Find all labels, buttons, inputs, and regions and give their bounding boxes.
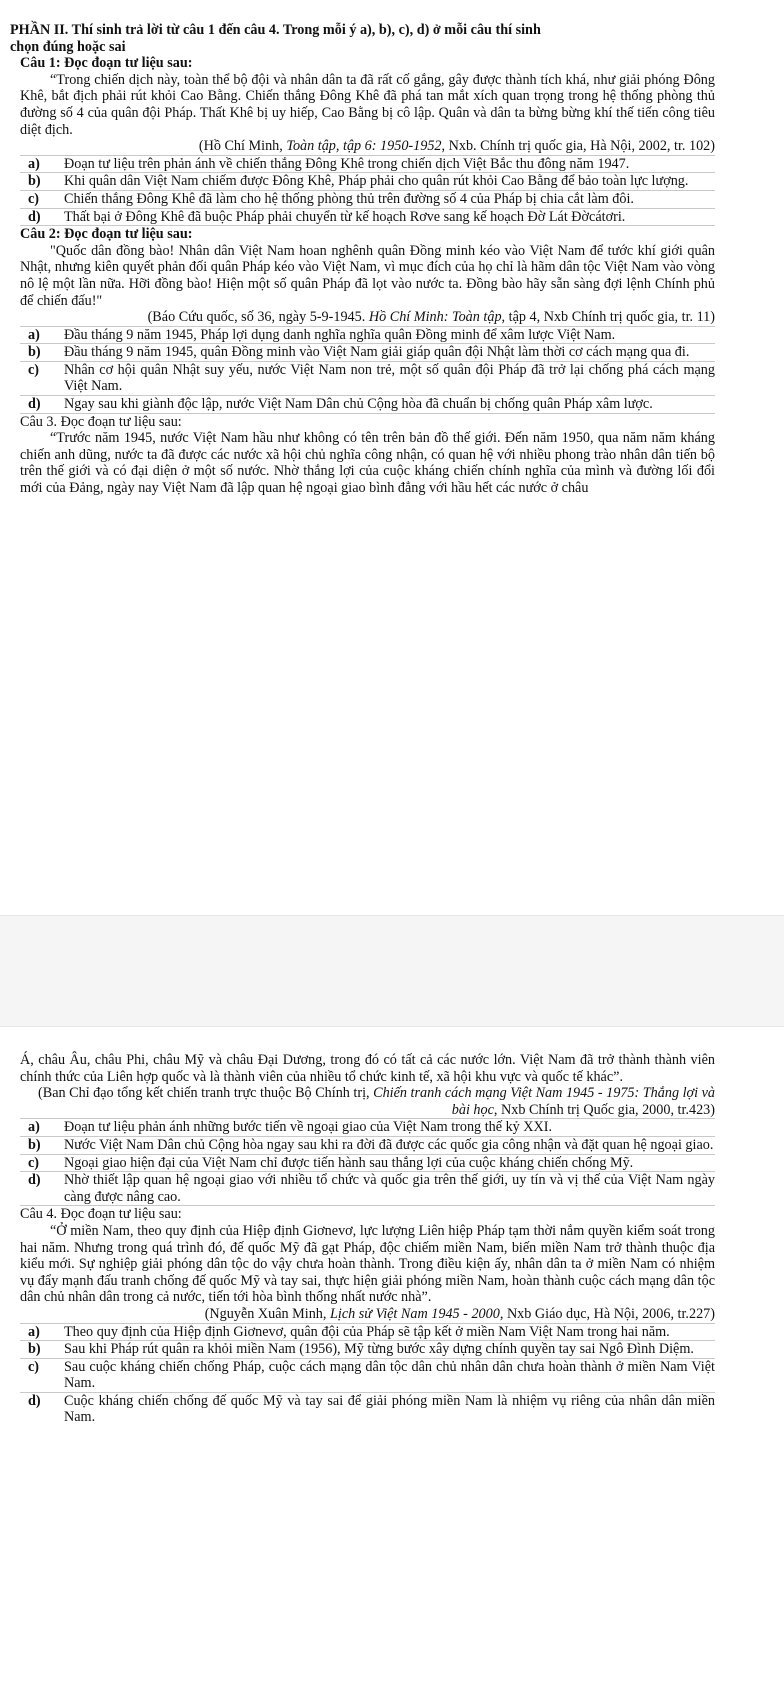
option-label: c) — [28, 190, 40, 207]
option-text: Khi quân dân Việt Nam chiếm được Đông Khê, Pháp phải cho quân rút khỏi Cao Bằng để bảo toàn lực lượng. — [64, 173, 689, 190]
option-item[interactable] — [20, 1323, 715, 1341]
question-4-options — [20, 1323, 715, 1427]
question-2-passage: "Quốc dân đồng bào! Nhân dân Việt Nam hoan nghênh quân Đồng minh kéo vào Việt Nam để tước khí giới quân Nhật, nhưng kiên quyết phản đối quân Pháp kéo vào Việt Nam, vì mục đích của họ chỉ là hãm dân tộc Việt Nam vào vòng nô lệ một lần nữa. Hỡi đồng bào! Hiện một số quân Pháp đã lọt vào nước ta. Đồng bào hãy sẵn sàng đợi lệnh Chính phủ để chiến đấu!" — [20, 242, 715, 309]
option-text: Ngay sau khi giành độc lập, nước Việt Nam Dân chủ Cộng hòa đã chuẩn bị chống quân Pháp xâm lược. — [64, 396, 653, 413]
question-1-passage: “Trong chiến dịch này, toàn thể bộ đội và nhân dân ta đã rất cố gắng, gây được thành tích khá, như giải phóng Đông Khê, bắt địch phải rút khỏi Cao Bằng. Chiến thắng Đông Khê đã phá tan mắt xích quan trọng trong hệ thống phòng thủ đường số 4 của quân đội Pháp. Thất Khê bị uy hiếp, Cao Bằng bị cô lập. Quân và dân ta bừng bừng khí thế tiến công tiêu diệt địch. — [20, 71, 715, 138]
option-text: Đoạn tư liệu phản ánh những bước tiến về ngoại giao của Việt Nam trong thế kỷ XXI. — [64, 1119, 553, 1136]
option-item[interactable] — [20, 190, 715, 208]
question-4-source: (Nguyễn Xuân Minh, Lịch sử Việt Nam 1945 - 2000, Nxb Giáo dục, Hà Nội, 2006, tr.227) — [204, 1305, 715, 1322]
option-text: Nhân cơ hội quân Nhật suy yếu, nước Việt Nam non trẻ, một số quân đội Pháp đã trở lại chống phá cách mạng Việt Nam. — [64, 361, 715, 395]
option-text: Đoạn tư liệu trên phản ánh về chiến thắng Đông Khê trong chiến dịch Việt Bắc thu đông năm 1947. — [64, 155, 630, 172]
option-text: Sau cuộc kháng chiến chống Pháp, cuộc cách mạng dân tộc dân chủ nhân dân chưa hoàn thành ở miền Nam Việt Nam. — [64, 1358, 715, 1392]
option-item[interactable] — [20, 1340, 715, 1358]
option-text: Cuộc kháng chiến chống đế quốc Mỹ và tay sai để giải phóng miền Nam là nhiệm vụ riêng của nhân dân miền Nam. — [64, 1392, 715, 1426]
question-1-source: (Hồ Chí Minh, Toàn tập, tập 6: 1950-1952, Nxb. Chính trị quốc gia, Hà Nội, 2002, tr. 102) — [198, 138, 715, 155]
option-label: d) — [28, 1172, 41, 1189]
option-label: c) — [28, 1358, 40, 1375]
part-heading-line2: chọn đúng hoặc sai — [10, 38, 126, 55]
question-3-continued — [20, 1052, 715, 1206]
question-3-source: (Ban Chỉ đạo tổng kết chiến tranh trực thuộc Bộ Chính trị, Chiến tranh cách mạng Việt Nam 1945 - 1975: Thắng lợi và bài học, Nxb Chính trị Quốc gia, 2000, tr.423) — [38, 1085, 715, 1118]
option-item[interactable] — [20, 343, 715, 361]
question-1 — [20, 55, 715, 226]
part-heading — [10, 22, 715, 55]
option-label: a) — [28, 155, 40, 172]
option-label: a) — [28, 1119, 40, 1136]
option-label: b) — [28, 1136, 41, 1153]
question-3-source-title: Chiến tranh cách mạng Việt Nam 1945 - 1975: Thắng lợi và bài học — [373, 1085, 715, 1118]
question-1-title: Câu 1: Đọc đoạn tư liệu sau: — [20, 55, 193, 72]
question-4-source-title: Lịch sử Việt Nam 1945 - 2000 — [330, 1305, 500, 1322]
option-label: c) — [28, 361, 40, 378]
question-3-passage-part2: Á, châu Âu, châu Phi, châu Mỹ và châu Đại Dương, trong đó có tất cả các nước lớn. Việt Nam đã trở thành thành viên chính thức của Liên hợp quốc và là thành viên của nhiều tổ chức kinh tế, xã hội khu vực và quốc tế khác”. — [20, 1052, 715, 1085]
option-item[interactable] — [20, 172, 715, 190]
option-item[interactable] — [20, 1392, 715, 1426]
option-text: Nước Việt Nam Dân chủ Cộng hòa ngay sau khi ra đời đã được các quốc gia công nhận và đặt quan hệ ngoại giao. — [64, 1136, 714, 1153]
question-2-source-title: Hồ Chí Minh: Toàn tập — [368, 309, 502, 326]
option-item[interactable] — [20, 395, 715, 413]
option-text: Đầu tháng 9 năm 1945, Pháp lợi dụng danh nghĩa nghĩa quân Đồng minh để xâm lược Việt Nam. — [64, 326, 616, 343]
option-item[interactable] — [20, 361, 715, 395]
option-item[interactable] — [20, 155, 715, 173]
option-label: b) — [28, 1341, 41, 1358]
question-2-options — [20, 326, 715, 413]
question-4-title: Câu 4. Đọc đoạn tư liệu sau: — [20, 1206, 182, 1223]
option-label: d) — [28, 208, 41, 225]
part-heading-line1: PHẦN II. Thí sinh trả lời từ câu 1 đến câu 4. Trong mỗi ý a), b), c), d) ở mỗi câu thí sinh — [10, 22, 541, 38]
option-item[interactable] — [20, 1171, 715, 1205]
question-3-top — [20, 414, 715, 497]
option-text: Theo quy định của Hiệp định Giơnevơ, quân đội của Pháp sẽ tập kết ở miền Nam Việt Nam trong hai năm. — [64, 1323, 670, 1340]
question-1-options — [20, 155, 715, 225]
question-4 — [20, 1206, 715, 1426]
option-label: b) — [28, 173, 41, 190]
document-top-section — [10, 22, 715, 497]
option-item[interactable] — [20, 326, 715, 344]
option-text: Đầu tháng 9 năm 1945, quân Đồng minh vào Việt Nam giải giáp quân đội Nhật làm thời cơ cách mạng qua đi. — [64, 344, 690, 361]
question-4-passage: “Ở miền Nam, theo quy định của Hiệp định Giơnevơ, lực lượng Liên hiệp Pháp tạm thời nắm quyền kiểm soát trong hai năm. Nhưng trong quá trình đó, đế quốc Mỹ đã gạt Pháp, độc chiếm miền Nam, biến miền Nam trở thành thuộc địa kiểu mới. Sự nghiệp giải phóng dân tộc do vậy chưa hoàn thành. Trong điều kiện ấy, nhân dân ta ở miền Nam có nhiệm vụ đẩy mạnh đấu tranh chống đế quốc Mỹ và tay sai, thực hiện giải phóng miền Nam, hoàn thành cuộc cách mạng dân tộc dân chủ nhân dân trong cả nước, tiến tới hòa bình thống nhất nước nhà”. — [20, 1222, 715, 1306]
question-3-title: Câu 3. Đọc đoạn tư liệu sau: — [20, 413, 182, 430]
option-text: Nhờ thiết lập quan hệ ngoại giao với nhiều tổ chức và quốc gia trên thế giới, uy tín và vị thế của Việt Nam ngày càng được nâng cao. — [64, 1172, 715, 1205]
option-label: c) — [28, 1154, 40, 1171]
question-2 — [20, 226, 715, 414]
option-label: a) — [28, 1323, 40, 1340]
question-3-passage-part1: “Trước năm 1945, nước Việt Nam hầu như không có tên trên bản đồ thế giới. Đến năm 1950, qua năm năm kháng chiến anh dũng, nước ta đã được các nước xã hội chủ nghĩa công nhận, có quan hệ với nhiều phong trào nhân dân tiến bộ trên thế giới và có đại diện ở một số nước. Nhờ thắng lợi của cuộc kháng chiến chính nghĩa của mình và đường lối đổi mới của Đảng, ngày nay Việt Nam đã lập quan hệ ngoại giao bình đẳng với hầu hết các nước ở châu — [20, 430, 715, 497]
option-label: d) — [28, 396, 41, 413]
option-text: Sau khi Pháp rút quân ra khỏi miền Nam (1956), Mỹ từng bước xây dựng chính quyền tay sai Ngô Đình Diệm. — [64, 1341, 694, 1358]
question-1-source-title: Toàn tập, tập 6: 1950-1952 — [286, 138, 442, 155]
option-label: d) — [28, 1392, 41, 1409]
question-3-options — [20, 1118, 715, 1205]
option-label: a) — [28, 326, 40, 343]
option-label: b) — [28, 344, 41, 361]
option-item[interactable] — [20, 208, 715, 226]
option-text: Chiến thắng Đông Khê đã làm cho hệ thống phòng thủ trên đường số 4 của Pháp bị chia cắt làm đôi. — [64, 190, 634, 207]
option-text: Ngoại giao hiện đại của Việt Nam chỉ được tiến hành sau thắng lợi của cuộc kháng chiến chống Mỹ. — [64, 1154, 634, 1171]
option-text: Thất bại ở Đông Khê đã buộc Pháp phải chuyển từ kế hoạch Rơve sang kế hoạch Đờ Lát Đờcátơri. — [64, 208, 626, 225]
option-item[interactable] — [20, 1154, 715, 1172]
document-bottom-section — [10, 1052, 715, 1426]
option-item[interactable] — [20, 1118, 715, 1136]
option-item[interactable] — [20, 1358, 715, 1392]
question-2-source: (Báo Cứu quốc, số 36, ngày 5-9-1945. Hồ Chí Minh: Toàn tập, tập 4, Nxb Chính trị quốc gia, tr. 11) — [147, 309, 715, 326]
page-break — [0, 915, 784, 1027]
option-item[interactable] — [20, 1136, 715, 1154]
question-2-title: Câu 2: Đọc đoạn tư liệu sau: — [20, 226, 193, 243]
